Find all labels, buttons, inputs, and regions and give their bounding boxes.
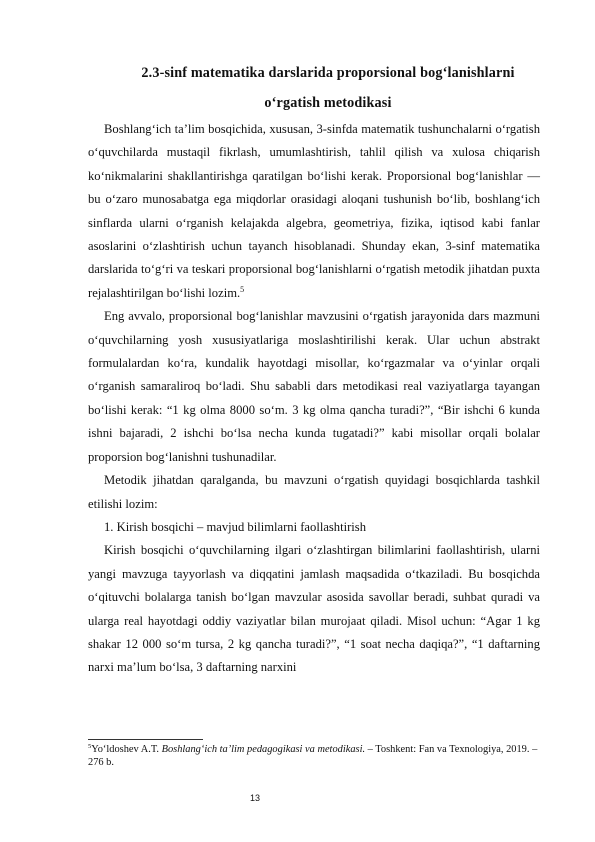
footnote-publisher: – Toshkent: Fan va Texnologiya, 2019. – 276 b. xyxy=(88,744,538,768)
footnote-number: 5 xyxy=(88,743,92,750)
footnote-book-title: Boshlang‘ich ta’lim pedagogikasi va metodikasi. xyxy=(161,744,366,755)
section-title-line-1: 2.3-sinf matematika darslarida proporsional bog‘lanishlarni xyxy=(141,65,515,81)
footnote-divider xyxy=(88,739,203,740)
paragraph-stage-1: Kirish bosqichi o‘quvchilarning ilgari o‘zlashtirgan bilimlarini faollashtirish, ularni yangi mavzuga tayyorlash va diqqatini jamlash maqsadida o‘tkaziladi. Bu bosqichda o‘qituvchi bolalarga tanish bo‘lgan mavzular asosida savollar beradi, suhbat quradi va ularga real hayotdagi oddiy vaziyatlar bilan murojaat qiladi. Misol uchun: “Agar 1 kg shakar 12 000 so‘m tursa, 2 kg qancha turadi?”, “1 soat necha daqiqa?”, “1 daftarning narxi ma’lum bo‘lsa, 3 daftarning narxini xyxy=(88,543,540,675)
stage-heading-1: 1. Kirish bosqichi – mavjud bilimlarni faollashtirish xyxy=(104,519,366,534)
paragraph-stages-intro: Metodik jihatdan qaralganda, bu mavzuni o‘rgatish quyidagi bosqichlarda tashkil etilishi lozim: xyxy=(88,473,540,511)
page-number: 13 xyxy=(249,793,260,803)
footnote-reference[interactable]: 5 xyxy=(240,284,245,294)
footnote xyxy=(88,743,540,769)
body-text xyxy=(88,118,540,680)
paragraph-intro xyxy=(88,118,540,305)
section-title-line-2: o‘rgatish metodikasi xyxy=(264,95,392,111)
paragraph-method-content: Eng avvalo, proporsional bog‘lanishlar mavzusini o‘rgatish jarayonida dars mazmuni o‘quvchilarning yosh xususiyatlariga moslashtirilishi kerak. Ular uchun abstrakt formulalardan ko‘ra, kundalik hayotdagi misollar, ko‘rgazmalar va o‘yinlar orqali o‘rganish samaraliroq bo‘ladi. Shu sababli dars metodikasi real vaziyatlarga tayangan bo‘lishi kerak: “1 kg olma 8000 so‘m. 3 kg olma qancha turadi?”, “Bir ishchi 6 kunda ishni bajaradi, 2 ishchi bo‘lsa necha kunda tugatadi?” kabi misollar orqali bolalar proporsion bog‘lanishni tushunadilar. xyxy=(88,309,540,464)
footnote-author: Yo‘ldoshev A.T. xyxy=(91,744,159,755)
paragraph-intro-text: Boshlang‘ich ta’lim bosqichida, xususan, 3-sinfda matematik tushunchalarni o‘rgatish o‘quvchilarda mustaqil fikrlash, umumlashtirish, tahlil qilish va xulosa chiqarish ko‘nikmalarini shakllantirishga qaratilgan bo‘lishi kerak. Proporsional bog‘lanishlar — bu o‘zaro munosabatga ega miqdorlar orasidagi aloqani tushunish bo‘lib, boshlang‘ich sinflarda ularni o‘rganish kelajakda algebra, geometriya, fizika, iqtisod kabi fanlar asoslarini o‘zlashtirish uchun tayanch hisoblanadi. Shunday ekan, 3-sinf matematika darslarida to‘g‘ri va teskari proporsional bog‘lanishlarni o‘rgatish metodik jihatdan puxta rejalashtirilgan bo‘lishi lozim. xyxy=(88,122,540,300)
